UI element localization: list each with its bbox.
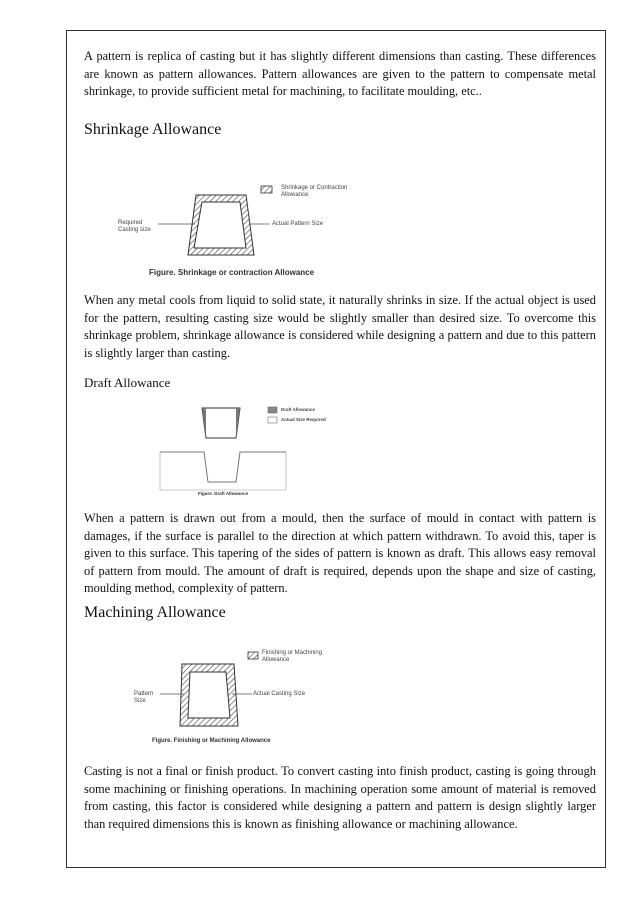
shrinkage-legend: Shrinkage or Contraction Allowance [281,185,348,198]
draft-figure [158,404,348,500]
machining-paragraph: Casting is not a final or finish product. To convert casting into finish product, casting is going through some machining or finishing operations. In machining operation some amount of material is removed from casting, this factor is considered while designing a pattern and pattern is design slightly larger than required dimensions this is known as finishing allowance or machining allowance. [84,764,596,831]
label-actual-casting: Actual Casting Size [253,691,306,697]
draft-legend-actual: Actual Size Required [281,417,326,422]
draft-legend-draft: Draft Allowance [281,407,315,412]
shrinkage-figure [118,180,358,280]
machining-legend: Finishing or Machining Allowance [262,650,323,663]
intro-paragraph: A pattern is replica of casting but it has slightly different dimensions than casting. These differences are known as pattern allowances. Pattern allowances are given to the pattern to compensate metal shrinkage, to provide sufficient metal for machining, to facilitate moulding, etc.. [84,49,596,99]
draft-paragraph: When a pattern is drawn out from a mould, then the surface of mould in contact with pattern is damages, if the surface is parallel to the direction at which pattern withdrawn. To avoid this, taper is given to this surface. This tapering of the sides of pattern is known as draft. This allows easy removal of pattern from mould. The amount of draft is required, depends upon the shape and size of casting, moulding method, complexity of pattern. [84,511,596,596]
label-required-casting: Required Casting size [118,220,151,233]
shrinkage-caption: Figure. Shrinkage or contraction Allowance [149,268,315,277]
draft-heading: Draft Allowance [84,375,171,390]
draft-caption: Figure. Draft Allowance [198,491,249,496]
machining-heading: Machining Allowance [84,604,226,621]
machining-figure [134,648,324,748]
label-actual-pattern: Actual Pattern Size [272,221,324,227]
shrinkage-heading: Shrinkage Allowance [84,121,222,138]
shrinkage-paragraph: When any metal cools from liquid to solid state, it naturally shrinks in size. If the actual object is used for the pattern, resulting casting size would be slightly smaller than desired size. To overcome this shrinkage problem, shrinkage allowance is considered while designing a pattern and due to this pattern is slightly larger than casting. [84,293,596,360]
label-pattern-size: Pattern Size [134,691,154,704]
machining-caption: Figure. Finishing or Machining Allowance [152,738,271,744]
